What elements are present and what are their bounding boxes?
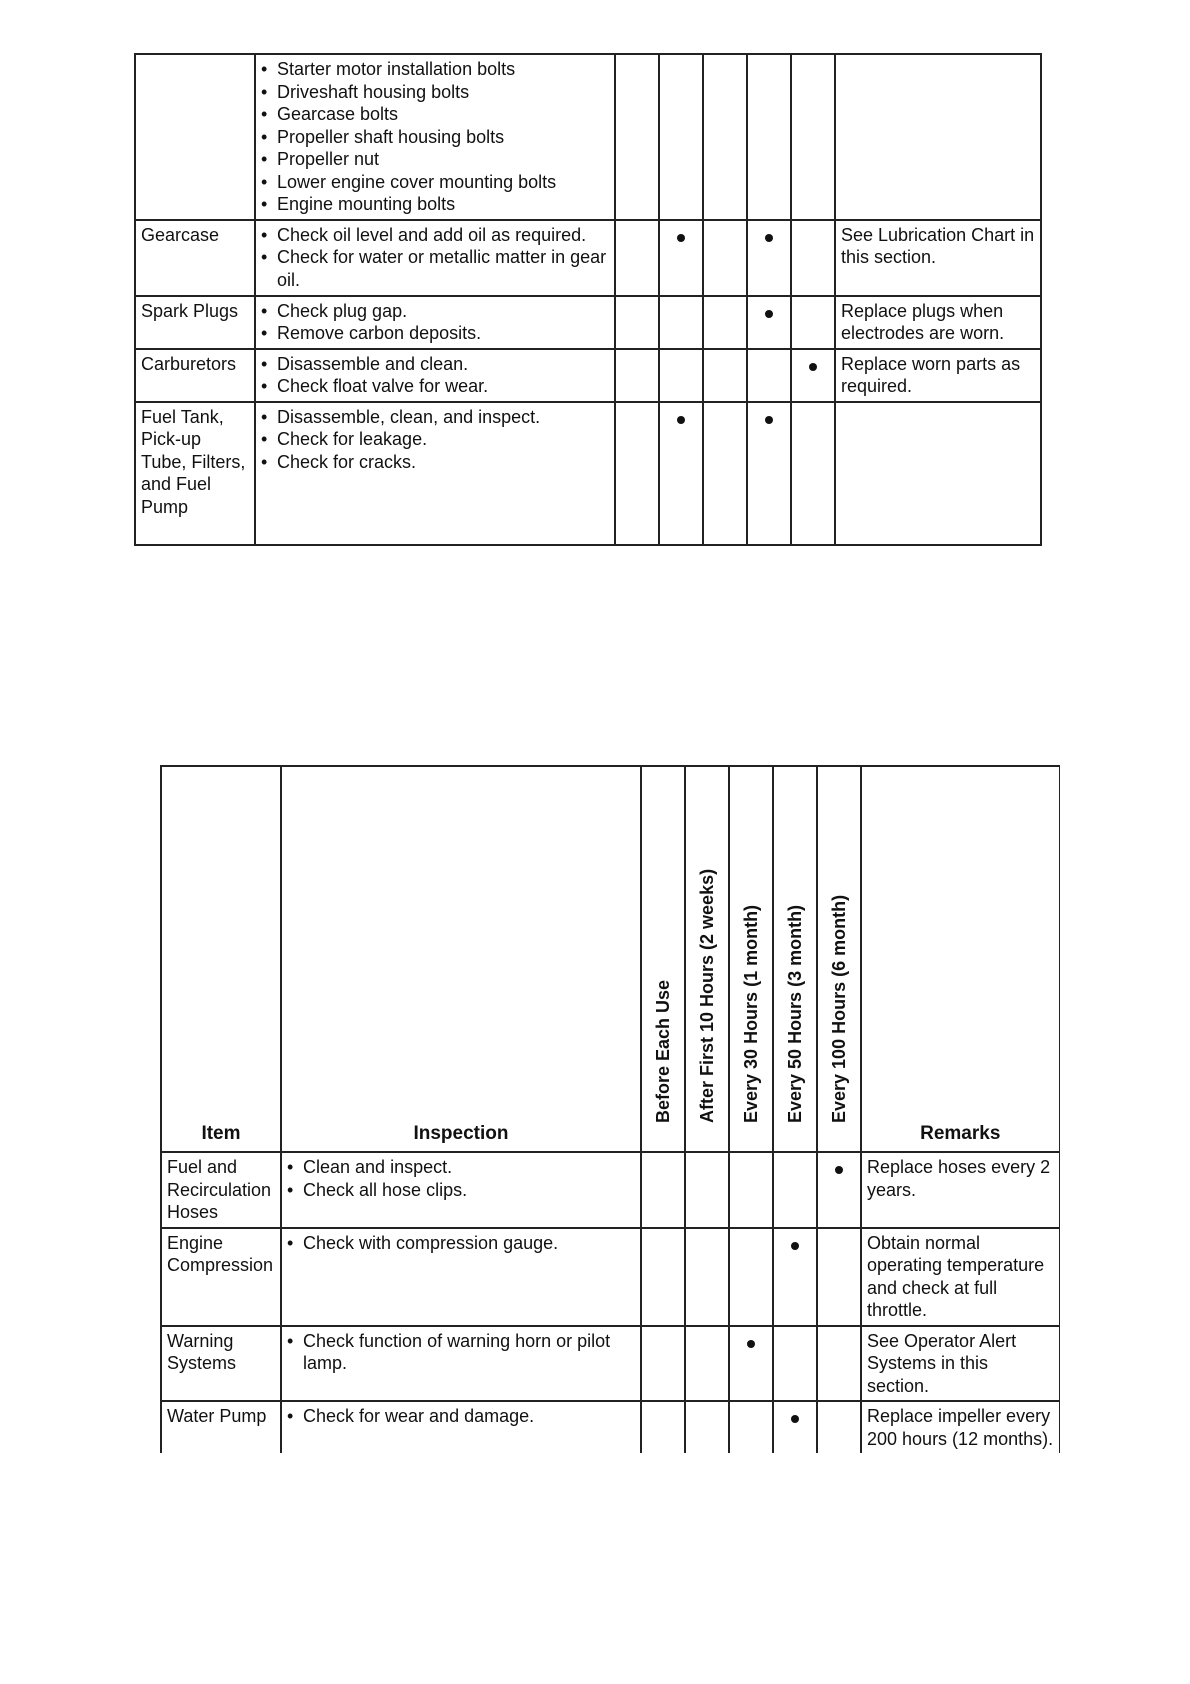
remarks-cell: Replace impeller every 200 hours (12 months). xyxy=(861,1401,1059,1453)
interval-cell xyxy=(615,349,659,402)
maintenance-table xyxy=(160,765,1060,1453)
bullet-icon: • xyxy=(261,104,268,124)
table-row xyxy=(135,349,1041,402)
inspection-text: Check for leakage. xyxy=(277,429,428,449)
bullet-icon: • xyxy=(287,1232,294,1253)
inspection-text: Starter motor installation bolts xyxy=(277,59,516,79)
bullet-icon: • xyxy=(261,149,268,169)
inspection-text: Check for wear and damage. xyxy=(303,1406,535,1426)
interval-cell xyxy=(615,402,659,545)
inspection-text: Disassemble, clean, and inspect. xyxy=(277,406,541,427)
remarks-cell: Replace hoses every 2 years. xyxy=(861,1152,1059,1228)
interval-cell xyxy=(659,402,703,545)
inspection-step xyxy=(261,224,610,247)
table-row xyxy=(161,1228,1059,1326)
interval-cell xyxy=(729,1152,773,1228)
interval-cell xyxy=(685,1326,729,1402)
inspection-text: Gearcase bolts xyxy=(277,104,399,124)
inspection-text: Clean and inspect. xyxy=(303,1157,453,1177)
inspection-step xyxy=(261,81,610,104)
header-every-100-hours: Every 100 Hours (6 month) xyxy=(817,766,861,1152)
bullet-icon: • xyxy=(261,247,268,267)
scheduled-dot-icon xyxy=(791,1415,799,1423)
inspection-step xyxy=(261,428,610,451)
interval-cell xyxy=(729,1401,773,1453)
scheduled-dot-icon xyxy=(765,416,773,424)
inspection-text: Check oil level and add oil as required. xyxy=(277,224,587,245)
interval-cell xyxy=(817,1401,861,1453)
interval-cell xyxy=(641,1326,685,1402)
inspection-step xyxy=(261,171,610,194)
inspection-cell xyxy=(255,54,615,220)
inspection-step xyxy=(261,375,610,398)
inspection-step xyxy=(287,1179,636,1202)
bullet-icon: • xyxy=(287,1179,294,1200)
item-cell: Engine Compression xyxy=(161,1228,281,1326)
maintenance-table-continued xyxy=(134,53,1042,546)
interval-cell xyxy=(685,1401,729,1453)
interval-cell xyxy=(773,1326,817,1402)
bullet-icon: • xyxy=(261,429,268,449)
interval-cell xyxy=(659,220,703,296)
bullet-icon: • xyxy=(261,451,268,472)
remarks-cell: Replace worn parts as required. xyxy=(835,349,1041,402)
header-item: Item xyxy=(161,766,281,1152)
interval-cell xyxy=(703,349,747,402)
header-after-first-10-hours: After First 10 Hours (2 weeks) xyxy=(685,766,729,1152)
scheduled-dot-icon xyxy=(765,234,773,242)
inspection-step xyxy=(261,300,610,323)
interval-cell xyxy=(747,402,791,545)
inspection-step xyxy=(261,126,610,149)
inspection-step xyxy=(287,1156,636,1179)
inspection-text: Check function of warning horn or pilot lamp. xyxy=(303,1330,611,1373)
interval-cell xyxy=(641,1401,685,1453)
scheduled-dot-icon xyxy=(677,416,685,424)
interval-cell xyxy=(703,296,747,349)
header-remarks: Remarks xyxy=(861,766,1059,1152)
inspection-text: Propeller nut xyxy=(277,149,380,169)
interval-cell xyxy=(773,1228,817,1326)
interval-cell xyxy=(729,1326,773,1402)
interval-cell xyxy=(641,1152,685,1228)
interval-cell xyxy=(659,54,703,220)
inspection-text: Driveshaft housing bolts xyxy=(277,81,470,102)
item-cell xyxy=(135,54,255,220)
inspection-text: Check with compression gauge. xyxy=(303,1232,559,1253)
scheduled-dot-icon xyxy=(809,363,817,371)
inspection-step xyxy=(261,103,610,126)
scheduled-dot-icon xyxy=(677,234,685,242)
inspection-text: Check float valve for wear. xyxy=(277,376,489,396)
inspection-step xyxy=(261,451,610,474)
inspection-step xyxy=(261,246,610,291)
bullet-icon: • xyxy=(287,1157,294,1177)
scheduled-dot-icon xyxy=(791,1242,799,1250)
interval-cell xyxy=(747,220,791,296)
interval-cell xyxy=(615,296,659,349)
inspection-text: Propeller shaft housing bolts xyxy=(277,126,505,147)
interval-cell xyxy=(817,1326,861,1402)
item-cell: Carburetors xyxy=(135,349,255,402)
bullet-icon: • xyxy=(261,323,268,343)
interval-cell xyxy=(791,220,835,296)
interval-cell xyxy=(615,220,659,296)
inspection-text: Lower engine cover mounting bolts xyxy=(277,171,557,192)
inspection-text: Check for water or metallic matter in gear oil. xyxy=(277,247,607,290)
table-row xyxy=(135,54,1041,220)
inspection-cell xyxy=(255,402,615,545)
bullet-icon: • xyxy=(261,406,268,427)
inspection-step xyxy=(261,148,610,171)
bullet-icon: • xyxy=(261,376,268,396)
inspection-step xyxy=(287,1232,636,1255)
interval-cell xyxy=(773,1152,817,1228)
inspection-text: Check all hose clips. xyxy=(303,1179,468,1200)
inspection-cell xyxy=(281,1228,641,1326)
bullet-icon: • xyxy=(261,353,268,374)
table-row xyxy=(161,1401,1059,1453)
scheduled-dot-icon xyxy=(765,310,773,318)
inspection-text: Remove carbon deposits. xyxy=(277,323,482,343)
header-row xyxy=(161,766,1059,1152)
inspection-step xyxy=(261,58,610,81)
inspection-step xyxy=(287,1405,636,1428)
header-before-each-use: Before Each Use xyxy=(641,766,685,1152)
interval-cell xyxy=(659,349,703,402)
interval-cell xyxy=(817,1152,861,1228)
inspection-cell xyxy=(281,1401,641,1453)
interval-cell xyxy=(791,54,835,220)
remarks-cell: Obtain normal operating temperature and check at full throttle. xyxy=(861,1228,1059,1326)
header-every-50-hours: Every 50 Hours (3 month) xyxy=(773,766,817,1152)
header-every-30-hours: Every 30 Hours (1 month) xyxy=(729,766,773,1152)
bullet-icon: • xyxy=(261,171,268,192)
scheduled-dot-icon xyxy=(835,1166,843,1174)
interval-cell xyxy=(615,54,659,220)
item-cell: Warning Systems xyxy=(161,1326,281,1402)
item-cell: Water Pump xyxy=(161,1401,281,1453)
inspection-cell xyxy=(255,220,615,296)
inspection-text: Check plug gap. xyxy=(277,300,408,321)
item-cell: Fuel and Recirculation Hoses xyxy=(161,1152,281,1228)
inspection-step xyxy=(261,406,610,429)
interval-cell xyxy=(703,220,747,296)
bullet-icon: • xyxy=(261,81,268,102)
inspection-text: Engine mounting bolts xyxy=(277,194,456,214)
bullet-icon: • xyxy=(287,1406,294,1426)
item-cell: Spark Plugs xyxy=(135,296,255,349)
interval-cell xyxy=(659,296,703,349)
table-row xyxy=(161,1326,1059,1402)
interval-cell xyxy=(729,1228,773,1326)
bullet-icon: • xyxy=(261,59,268,79)
interval-cell xyxy=(685,1228,729,1326)
interval-cell xyxy=(817,1228,861,1326)
bullet-icon: • xyxy=(261,126,268,147)
inspection-text: Check for cracks. xyxy=(277,451,417,472)
interval-cell xyxy=(703,54,747,220)
remarks-cell: Replace plugs when electrodes are worn. xyxy=(835,296,1041,349)
interval-cell xyxy=(791,402,835,545)
interval-cell xyxy=(703,402,747,545)
table-row xyxy=(135,402,1041,545)
inspection-step xyxy=(261,322,610,345)
bullet-icon: • xyxy=(261,300,268,321)
interval-cell xyxy=(773,1401,817,1453)
inspection-cell xyxy=(255,349,615,402)
item-cell: Gearcase xyxy=(135,220,255,296)
inspection-step xyxy=(261,193,610,216)
inspection-cell xyxy=(281,1152,641,1228)
remarks-cell: See Operator Alert Systems in this section. xyxy=(861,1326,1059,1402)
table-row xyxy=(161,1152,1059,1228)
scheduled-dot-icon xyxy=(747,1340,755,1348)
inspection-cell xyxy=(281,1326,641,1402)
inspection-cell xyxy=(255,296,615,349)
interval-cell xyxy=(685,1152,729,1228)
bullet-icon: • xyxy=(261,224,268,245)
inspection-step xyxy=(261,353,610,376)
table-row xyxy=(135,220,1041,296)
interval-cell xyxy=(791,349,835,402)
interval-cell xyxy=(791,296,835,349)
table-row xyxy=(135,296,1041,349)
interval-cell xyxy=(747,54,791,220)
remarks-cell xyxy=(835,402,1041,545)
item-cell: Fuel Tank, Pick-up Tube, Filters, and Fuel Pump xyxy=(135,402,255,545)
interval-cell xyxy=(747,296,791,349)
remarks-cell xyxy=(835,54,1041,220)
inspection-text: Disassemble and clean. xyxy=(277,353,469,374)
bullet-icon: • xyxy=(261,194,268,214)
interval-cell xyxy=(747,349,791,402)
bullet-icon: • xyxy=(287,1330,294,1351)
header-inspection: Inspection xyxy=(281,766,641,1152)
inspection-step xyxy=(287,1330,636,1375)
interval-cell xyxy=(641,1228,685,1326)
remarks-cell: See Lubrication Chart in this section. xyxy=(835,220,1041,296)
